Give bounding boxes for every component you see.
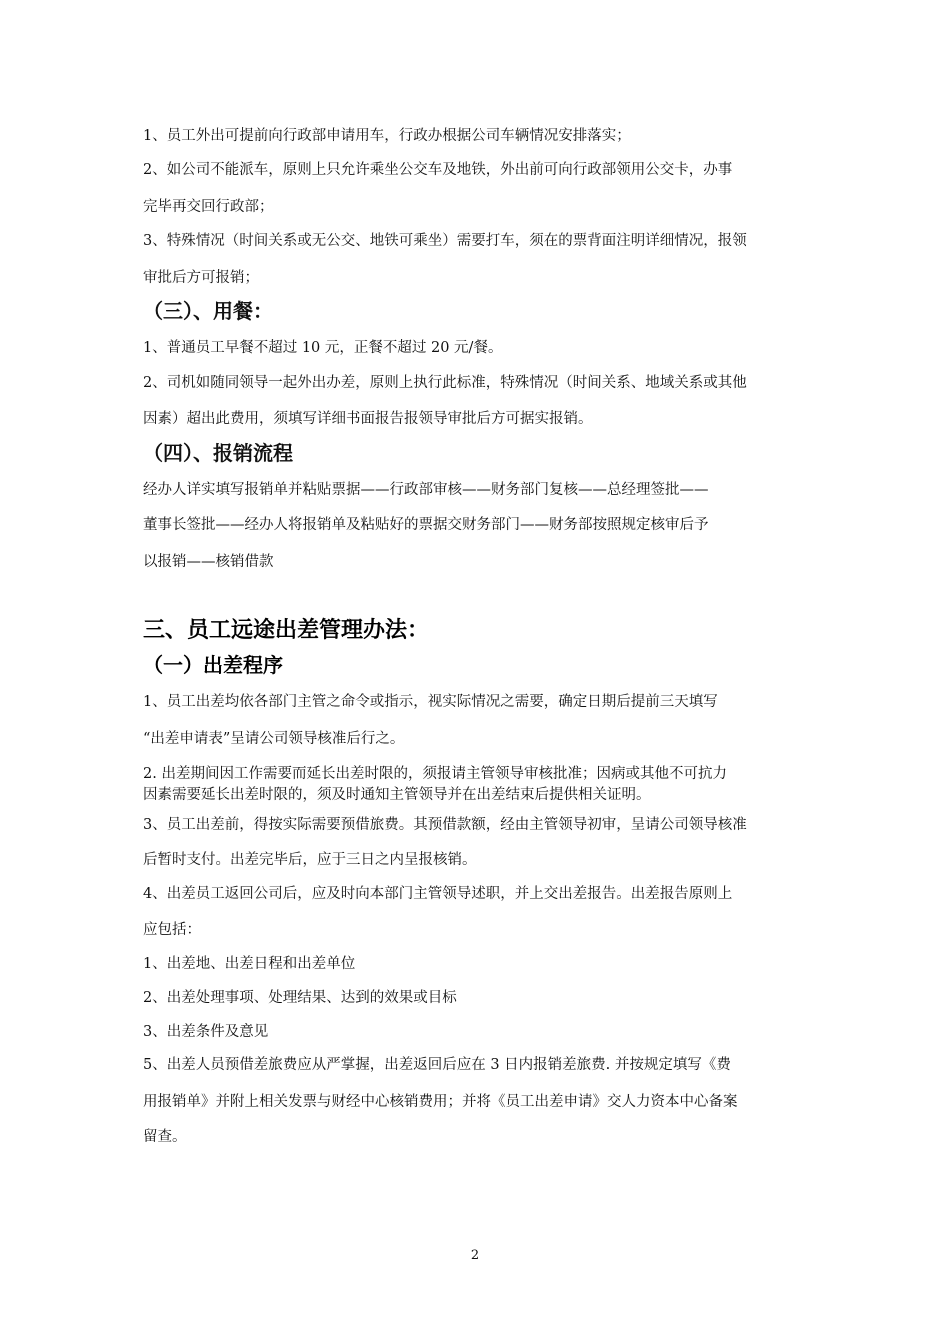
- section-heading-meals: （三）、用餐：: [143, 299, 273, 323]
- paragraph-line: 后暂时支付。出差完毕后，应于三日之内呈报核销。: [143, 852, 477, 868]
- page-number: 2: [470, 1248, 480, 1263]
- paragraph-line: 应包括：: [143, 922, 201, 938]
- chapter-heading-long-trip: 三、员工远途出差管理办法：: [143, 618, 430, 643]
- paragraph-line: 经办人详实填写报销单并粘贴票据——行政部审核——财务部门复核——总经理签批——: [143, 482, 709, 498]
- section-heading-reimbursement-flow: （四）、报销流程: [143, 441, 293, 465]
- paragraph-line: 3、员工出差前，得按实际需要预借旅费。其预借款额，经由主管领导初审，呈请公司领导核准: [143, 817, 747, 833]
- paragraph-line: 用报销单》并附上相关发票与财经中心核销费用；并将《员工出差申请》交人力资本中心备案: [143, 1094, 738, 1110]
- paragraph-line: 因素需要延长出差时限的，须及时通知主管领导并在出差结束后提供相关证明。: [143, 787, 651, 803]
- paragraph-line: 5、出差人员预借差旅费应从严掌握，出差返回后应在 3 日内报销差旅费. 并按规定填写《费: [143, 1057, 731, 1073]
- paragraph-line: 审批后方可报销；: [143, 270, 259, 286]
- paragraph-line: “出差申请表”呈请公司领导核准后行之。: [143, 731, 405, 747]
- paragraph-line: 2、出差处理事项、处理结果、达到的效果或目标: [143, 990, 457, 1006]
- paragraph-line: 3、出差条件及意见: [143, 1024, 269, 1040]
- paragraph-line: 1、出差地、出差日程和出差单位: [143, 956, 356, 972]
- paragraph-line: 1、员工出差均依各部门主管之命令或指示，视实际情况之需要，确定日期后提前三天填写: [143, 694, 718, 710]
- paragraph-line: 1、员工外出可提前向行政部申请用车，行政办根据公司车辆情况安排落实；: [143, 128, 631, 144]
- paragraph-line: 以报销——核销借款: [143, 554, 274, 570]
- paragraph-line: 1、普通员工早餐不超过 10 元，正餐不超过 20 元/餐。: [143, 340, 503, 356]
- paragraph-line: 董事长签批——经办人将报销单及粘贴好的票据交财务部门——财务部按照规定核审后予: [143, 517, 709, 533]
- paragraph-line: 3、特殊情况（时间关系或无公交、地铁可乘坐）需要打车，须在的票背面注明详细情况，报领: [143, 233, 747, 249]
- paragraph-line: 4、出差员工返回公司后，应及时向本部门主管领导述职，并上交出差报告。出差报告原则上: [143, 886, 733, 902]
- subsection-heading-procedure: （一）出差程序: [143, 653, 283, 677]
- paragraph-line: 完毕再交回行政部；: [143, 199, 274, 215]
- paragraph-line: 2. 出差期间因工作需要而延长出差时限的，须报请主管领导审核批准；因病或其他不可抗力: [143, 766, 727, 782]
- paragraph-line: 留查。: [143, 1129, 187, 1145]
- paragraph-line: 2、司机如随同领导一起外出办差，原则上执行此标准，特殊情况（时间关系、地域关系或其他: [143, 375, 747, 391]
- paragraph-line: 因素）超出此费用，须填写详细书面报告报领导审批后方可据实报销。: [143, 411, 593, 427]
- paragraph-line: 2、如公司不能派车，原则上只允许乘坐公交车及地铁，外出前可向行政部领用公交卡，办事: [143, 162, 733, 178]
